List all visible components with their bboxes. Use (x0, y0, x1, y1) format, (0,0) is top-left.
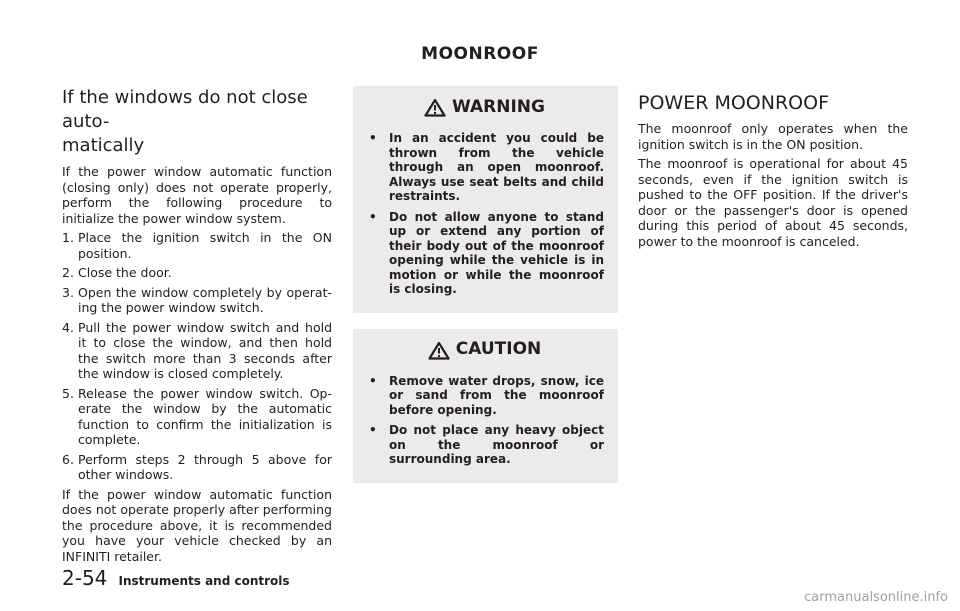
step-text: Place the ignition switch in the ON position. (78, 230, 332, 261)
step-number: 3. (62, 284, 74, 300)
bullet-icon: • (369, 373, 377, 388)
warning-triangle-icon (424, 98, 446, 117)
page-footer (62, 566, 290, 590)
page-number: 2-54 (62, 566, 108, 590)
caution-label: CAUTION (455, 339, 542, 360)
bullet-icon: • (369, 131, 377, 145)
left-column (62, 86, 332, 568)
warning-item (365, 131, 604, 204)
warning-title (365, 98, 604, 117)
warning-item (365, 210, 604, 297)
moonroof-paragraph-2: The moonroof is operational for about 45 seconds, even if the ignition switch is pushed to the OFF position. If the driver's door or the passenger's door is opened during this period of about 45 seconds, power to the moonroof is canceled. (638, 156, 908, 249)
step-text: Pull the power window switch and hold it to close the window, and then hold the switch more than 3 seconds after the window is closed completely. (78, 319, 332, 381)
right-column (638, 86, 908, 253)
caution-title (365, 341, 604, 360)
bullet-icon: • (369, 423, 377, 437)
step-text: Release the power window switch. Op-erate the window by the automatic function to confirm the initialization is complete. (78, 385, 332, 447)
caution-text: Do not place any heavy object on the moonroof or surrounding area. (389, 423, 604, 466)
warning-triangle-icon (428, 341, 450, 360)
section-name: Instruments and controls (118, 574, 290, 588)
step-item (62, 386, 332, 448)
step-number: 4. (62, 319, 74, 335)
step-number: 2. (62, 265, 74, 280)
warning-text: In an accident you could be thrown from the vehicle through an open moonroof. Always use seat belts and child restraints. (389, 131, 604, 203)
step-number: 5. (62, 385, 74, 401)
step-item (62, 320, 332, 382)
caution-list (365, 374, 604, 467)
section-heading-power-moonroof: POWER MOONROOF (638, 92, 830, 114)
moonroof-paragraph-1: The moonroof only operates when the ignition switch is in the ON position. (638, 121, 908, 152)
step-text: Open the window completely by operat-ing the power window switch. (78, 284, 332, 315)
step-number: 6. (62, 451, 74, 467)
caution-box (353, 329, 618, 483)
step-number: 1. (62, 230, 74, 245)
caution-text: Remove water drops, snow, ice or sand from the moonroof before opening. (389, 373, 604, 417)
warning-text: Do not allow anyone to stand up or extend any portion of their body out of the moonroof opening while the vehicle is in motion or while the moonroof is closing. (389, 209, 604, 296)
section-heading-windows: If the windows do not close auto- matically (62, 87, 308, 156)
step-item (62, 265, 332, 281)
step-item (62, 230, 332, 261)
intro-paragraph: If the power window automatic function (closing only) does not operate properly, perform the following procedure to initialize the power window system. (62, 164, 332, 226)
step-text: Perform steps 2 through 5 above for other windows. (78, 451, 332, 482)
warning-list (365, 131, 604, 297)
step-text: Close the door. (78, 265, 172, 280)
page-title: MOONROOF (421, 44, 539, 64)
caution-item (365, 374, 604, 418)
bullet-icon: • (369, 209, 377, 224)
warning-box (353, 86, 618, 313)
middle-column (353, 86, 618, 499)
warning-label: WARNING (452, 96, 545, 117)
caution-item (365, 423, 604, 467)
watermark: carmanualsonline.info (804, 590, 948, 605)
step-item (62, 285, 332, 316)
step-item (62, 452, 332, 483)
procedure-steps (62, 230, 332, 483)
closing-paragraph: If the power window automatic function does not operate properly after performing the procedure above, it is recommended you have your vehicle checked by an INFINITI retailer. (62, 486, 332, 564)
